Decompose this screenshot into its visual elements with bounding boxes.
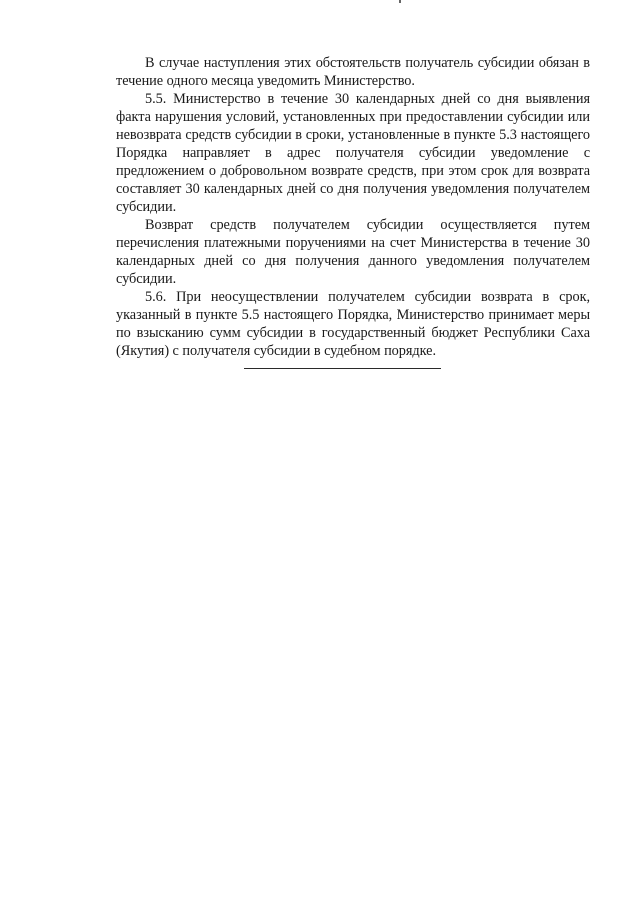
paragraph-refund-procedure: Возврат средств получателем субсидии осуществляется путем перечисления платежными поручениями на счет Министерства в течение 30 календарных дней со дня получения данного уведомления получателем субсидии. bbox=[116, 217, 590, 287]
page-number-mark bbox=[399, 0, 401, 3]
end-of-document-rule bbox=[244, 368, 441, 369]
paragraph-5-5: 5.5. Министерство в течение 30 календарных дней со дня выявления факта нарушения условий, установленных при предоставлении субсидии или невозврата средств субсидии в сроки, установленные в пункте 5.3 настоящего Порядка направляет в адрес получателя субсидии уведомление с предложением о добровольном возврате средств, при этом срок для возврата составляет 30 календарных дней со дня получения уведомления получателем субсидии. bbox=[116, 91, 590, 215]
document-body bbox=[116, 54, 590, 360]
paragraph-notification-obligation: В случае наступления этих обстоятельств получатель субсидии обязан в течение одного месяца уведомить Министерство. bbox=[116, 55, 590, 89]
paragraph-5-6: 5.6. При неосуществлении получателем субсидии возврата в срок, указанный в пункте 5.5 настоящего Порядка, Министерство принимает меры по взысканию сумм субсидии в государственный бюджет Республики Саха (Якутия) с получателя субсидии в судебном порядке. bbox=[116, 289, 590, 359]
